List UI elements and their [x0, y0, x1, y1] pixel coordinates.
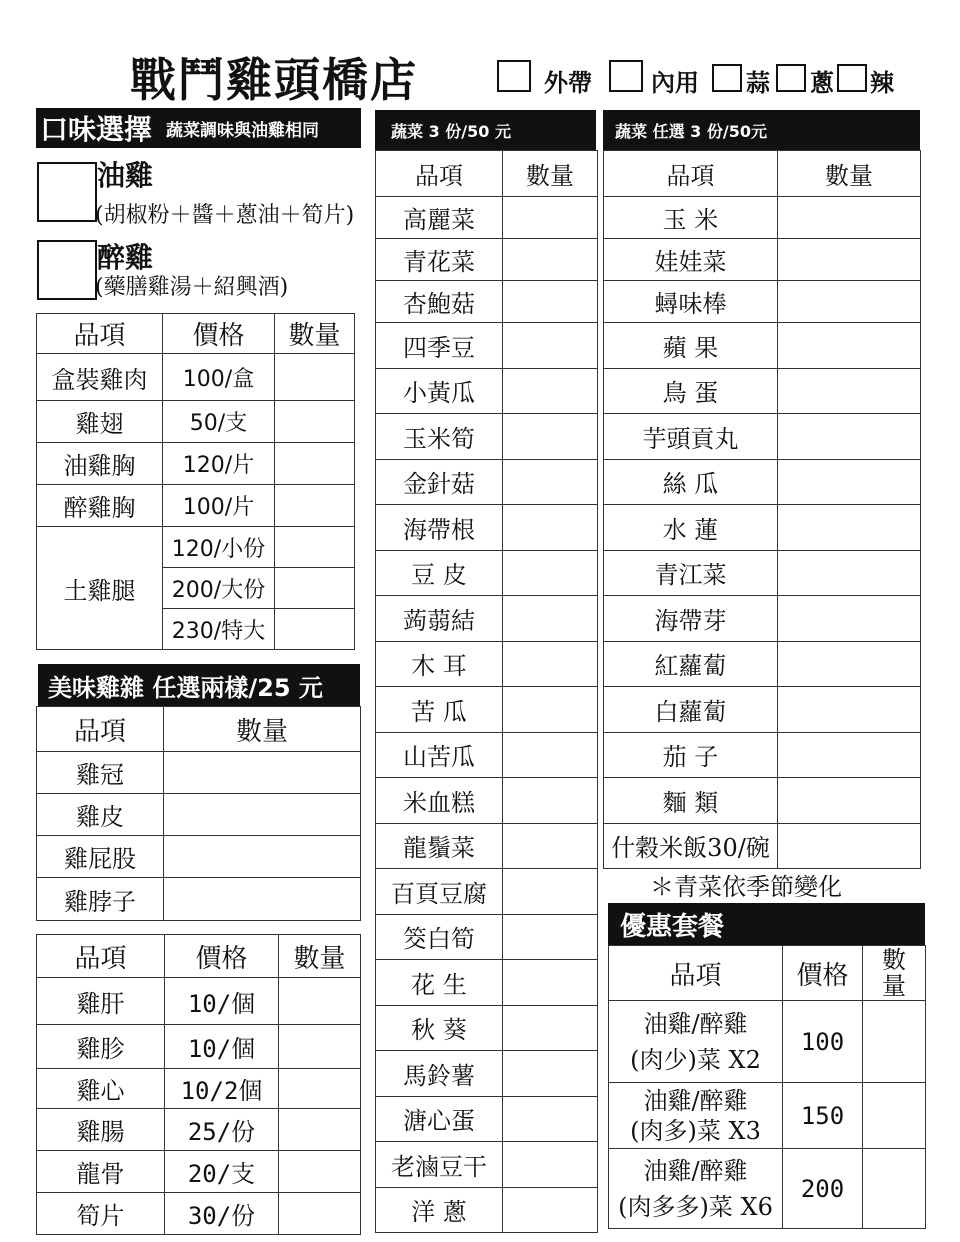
item-price: 50/支	[163, 401, 275, 443]
scallion-checkbox[interactable]	[776, 64, 806, 92]
tasty-header: 美味雞雜 任選兩樣/25 元	[38, 664, 360, 706]
table-row	[604, 368, 921, 414]
tasty-table	[36, 706, 361, 921]
item-name: 山苦瓜	[376, 732, 503, 778]
quantity-cell[interactable]	[503, 960, 598, 1006]
combo-header: 優惠套餐	[608, 903, 925, 945]
item-name: 蟳味棒	[604, 281, 778, 323]
table-row	[609, 1001, 926, 1083]
col-header-qty: 數量	[164, 707, 361, 752]
table-row	[376, 281, 598, 323]
table-row	[37, 354, 355, 401]
quantity-cell[interactable]	[279, 1025, 361, 1069]
item-name: 雞皮	[37, 794, 164, 836]
veg1-table	[375, 150, 598, 1233]
quantity-cell[interactable]	[503, 641, 598, 687]
item-price: 10/個	[165, 978, 279, 1025]
item-name: 筍片	[37, 1193, 165, 1235]
item-name: 老滷豆干	[376, 1142, 503, 1188]
quantity-cell[interactable]	[164, 836, 361, 878]
quantity-cell[interactable]	[778, 778, 921, 824]
item-name: 海帶根	[376, 505, 503, 551]
col-header-price: 價格	[165, 935, 279, 978]
combo-price: 150	[783, 1083, 863, 1149]
item-name: 麵 類	[604, 778, 778, 824]
table-row	[604, 823, 921, 869]
table-row	[376, 1142, 598, 1188]
quantity-cell[interactable]	[503, 687, 598, 733]
quantity-cell[interactable]	[275, 485, 355, 527]
table-row	[37, 978, 361, 1025]
table-row	[376, 505, 598, 551]
table-row	[376, 323, 598, 369]
combo-item	[609, 1001, 783, 1083]
item-price: 100/盒	[163, 354, 275, 401]
garlic-label: 蒜	[746, 69, 770, 97]
quantity-cell[interactable]	[503, 239, 598, 281]
table-row	[604, 459, 921, 505]
table-row	[37, 794, 361, 836]
table-row	[37, 1069, 361, 1109]
table-row	[376, 1051, 598, 1097]
table-row	[604, 778, 921, 824]
shop-title: 戰鬥雞頭橋店	[130, 53, 418, 107]
quantity-cell[interactable]	[778, 687, 921, 733]
table-row	[376, 641, 598, 687]
quantity-cell[interactable]	[863, 1083, 926, 1149]
item-name: 木 耳	[376, 641, 503, 687]
item-price: 30/份	[165, 1193, 279, 1235]
item-name: 金針菇	[376, 459, 503, 505]
item-name: 盒裝雞肉	[37, 354, 163, 401]
quantity-cell[interactable]	[503, 732, 598, 778]
item-name: 龍鬚菜	[376, 823, 503, 869]
quantity-cell[interactable]	[164, 878, 361, 921]
combo-table	[608, 945, 926, 1229]
item-name: 茄 子	[604, 732, 778, 778]
item-name: 油雞胸	[37, 443, 163, 485]
quantity-cell[interactable]	[778, 823, 921, 869]
quantity-cell[interactable]	[778, 505, 921, 551]
col-header-price: 價格	[163, 314, 275, 354]
item-name: 雞冠	[37, 752, 164, 794]
quantity-cell[interactable]	[503, 1142, 598, 1188]
item-name: 雞屁股	[37, 836, 164, 878]
item-name: 杏鮑菇	[376, 281, 503, 323]
combo-price: 200	[783, 1149, 863, 1229]
table-row	[604, 641, 921, 687]
item-name: 雞腸	[37, 1109, 165, 1151]
item-name: 白蘿蔔	[604, 687, 778, 733]
offal-table	[36, 934, 361, 1235]
quantity-cell[interactable]	[275, 354, 355, 401]
quantity-cell[interactable]	[275, 443, 355, 485]
quantity-cell[interactable]	[778, 281, 921, 323]
table-row	[37, 485, 355, 527]
table-row	[376, 550, 598, 596]
quantity-cell[interactable]	[275, 568, 355, 609]
quantity-cell[interactable]	[778, 550, 921, 596]
table-row	[37, 1151, 361, 1193]
quantity-cell[interactable]	[279, 1069, 361, 1109]
col-header-item: 品項	[37, 707, 164, 752]
table-row	[604, 596, 921, 642]
table-row	[376, 197, 598, 239]
quantity-cell[interactable]	[503, 869, 598, 915]
takeout-label: 外帶	[544, 69, 592, 97]
flavor-heading: 口味選擇	[40, 113, 153, 146]
flavor-subheading: 蔬菜調味與油雞相同	[166, 120, 320, 141]
quantity-cell[interactable]	[503, 1096, 598, 1142]
table-row	[376, 778, 598, 824]
table-row	[376, 823, 598, 869]
col-header-qty: 數量	[863, 946, 926, 1001]
drunken-chicken-desc: (藥膳雞湯＋紹興酒)	[95, 275, 289, 300]
quantity-cell[interactable]	[778, 459, 921, 505]
item-name: 青江菜	[604, 550, 778, 596]
table-row	[376, 1005, 598, 1051]
quantity-cell[interactable]	[279, 978, 361, 1025]
item-name: 秋 葵	[376, 1005, 503, 1051]
table-row	[376, 1187, 598, 1233]
table-row	[37, 878, 361, 921]
quantity-cell[interactable]	[778, 414, 921, 460]
table-row	[376, 732, 598, 778]
table-row	[376, 869, 598, 915]
col-header-qty: 數量	[778, 151, 921, 197]
quantity-cell[interactable]	[863, 1149, 926, 1229]
table-row	[604, 197, 921, 239]
table-row	[376, 914, 598, 960]
item-name: 紅蘿蔔	[604, 641, 778, 687]
table-row	[37, 443, 355, 485]
item-name: 玉 米	[604, 197, 778, 239]
item-name: 龍骨	[37, 1151, 165, 1193]
item-name: 雞肝	[37, 978, 165, 1025]
dine-in-checkbox[interactable]	[609, 60, 643, 92]
table-row	[604, 687, 921, 733]
quantity-cell[interactable]	[279, 1109, 361, 1151]
chicken-table	[36, 313, 355, 650]
table-row	[376, 687, 598, 733]
quantity-cell[interactable]	[503, 823, 598, 869]
table-row	[376, 960, 598, 1006]
table-row	[604, 239, 921, 281]
item-name: 雞翅	[37, 401, 163, 443]
combo-item	[609, 1083, 783, 1149]
item-name: 小黃瓜	[376, 368, 503, 414]
table-row	[604, 550, 921, 596]
item-name: 百頁豆腐	[376, 869, 503, 915]
table-row	[376, 368, 598, 414]
veg1-header: 蔬菜 3 份/50 元	[375, 110, 596, 150]
quantity-cell[interactable]	[275, 527, 355, 568]
quantity-cell[interactable]	[778, 197, 921, 239]
table-row	[604, 281, 921, 323]
table-row	[376, 414, 598, 460]
item-name: 什穀米飯30/碗	[604, 823, 778, 869]
garlic-checkbox[interactable]	[712, 64, 742, 92]
drunken-chicken-checkbox[interactable]	[37, 240, 97, 300]
table-row	[37, 1109, 361, 1151]
item-name: 四季豆	[376, 323, 503, 369]
col-header-item: 品項	[37, 314, 163, 354]
item-name: 米血糕	[376, 778, 503, 824]
combo-price: 100	[783, 1001, 863, 1083]
table-row	[37, 752, 361, 794]
quantity-cell[interactable]	[164, 794, 361, 836]
flavor-header	[36, 108, 361, 148]
col-header-item: 品項	[37, 935, 165, 978]
quantity-cell[interactable]	[164, 752, 361, 794]
table-row	[37, 401, 355, 443]
scallion-label: 蔥	[810, 69, 834, 97]
item-name: 絲 瓜	[604, 459, 778, 505]
col-header-item: 品項	[376, 151, 503, 197]
item-name: 豆 皮	[376, 550, 503, 596]
table-row	[376, 239, 598, 281]
quantity-cell[interactable]	[503, 323, 598, 369]
item-name: 娃娃菜	[604, 239, 778, 281]
quantity-cell[interactable]	[778, 368, 921, 414]
item-name: 芋頭貢丸	[604, 414, 778, 460]
quantity-cell[interactable]	[503, 1005, 598, 1051]
item-price: 120/小份	[163, 527, 275, 568]
seasonal-note: ＊青菜依季節變化	[650, 873, 842, 901]
quantity-cell[interactable]	[279, 1193, 361, 1235]
quantity-cell[interactable]	[503, 281, 598, 323]
table-row	[37, 527, 355, 568]
item-price: 20/支	[165, 1151, 279, 1193]
table-row	[37, 836, 361, 878]
col-header-price: 價格	[783, 946, 863, 1001]
item-price: 230/特大	[163, 609, 275, 650]
item-name: 筊白筍	[376, 914, 503, 960]
item-name: 洋 蔥	[376, 1187, 503, 1233]
item-name: 雞脖子	[37, 878, 164, 921]
table-row	[376, 1096, 598, 1142]
takeout-checkbox[interactable]	[497, 60, 531, 92]
item-name: 苦 瓜	[376, 687, 503, 733]
item-price: 10/2個	[165, 1069, 279, 1109]
veg2-table	[603, 150, 921, 869]
combo-item-line2: (肉多)菜 X3	[630, 1116, 761, 1145]
quantity-cell[interactable]	[778, 732, 921, 778]
combo-item	[609, 1149, 783, 1229]
dine-in-label: 內用	[651, 69, 699, 97]
item-name: 雞胗	[37, 1025, 165, 1069]
col-header-item: 品項	[604, 151, 778, 197]
table-row	[376, 596, 598, 642]
item-name: 醉雞胸	[37, 485, 163, 527]
quantity-cell[interactable]	[503, 414, 598, 460]
item-price: 10/個	[165, 1025, 279, 1069]
combo-item-line1: 油雞/醉雞	[643, 1009, 748, 1038]
oil-chicken-desc: (胡椒粉＋醬＋蔥油＋筍片)	[95, 203, 355, 228]
quantity-cell[interactable]	[275, 401, 355, 443]
item-name: 雞心	[37, 1069, 165, 1109]
item-price: 200/大份	[163, 568, 275, 609]
quantity-cell[interactable]	[503, 914, 598, 960]
col-header-qty: 數量	[279, 935, 361, 978]
table-row	[604, 323, 921, 369]
quantity-cell[interactable]	[503, 505, 598, 551]
table-row	[604, 732, 921, 778]
col-header-qty: 數量	[275, 314, 355, 354]
combo-item-line1: 油雞/醉雞	[643, 1086, 748, 1115]
quantity-cell[interactable]	[275, 609, 355, 650]
oil-chicken-checkbox[interactable]	[37, 162, 97, 222]
item-price: 100/片	[163, 485, 275, 527]
col-header-qty: 數量	[503, 151, 598, 197]
item-name: 蘋 果	[604, 323, 778, 369]
item-name: 玉米筍	[376, 414, 503, 460]
quantity-cell[interactable]	[503, 1051, 598, 1097]
oil-chicken-name: 油雞	[97, 159, 154, 192]
table-row	[609, 1083, 926, 1149]
quantity-cell[interactable]	[503, 596, 598, 642]
quantity-cell[interactable]	[778, 641, 921, 687]
item-name: 溏心蛋	[376, 1096, 503, 1142]
item-name: 花 生	[376, 960, 503, 1006]
item-name: 馬鈴薯	[376, 1051, 503, 1097]
table-row	[609, 1149, 926, 1229]
veg2-header: 蔬菜 任選 3 份/50元	[603, 110, 920, 150]
combo-item-line2: (肉多多)菜 X6	[618, 1192, 773, 1221]
table-row	[604, 505, 921, 551]
item-name: 青花菜	[376, 239, 503, 281]
quantity-cell[interactable]	[503, 1187, 598, 1233]
quantity-cell[interactable]	[503, 459, 598, 505]
combo-item-line1: 油雞/醉雞	[643, 1156, 748, 1185]
table-row	[37, 1025, 361, 1069]
quantity-cell[interactable]	[778, 239, 921, 281]
spicy-label: 辣	[870, 69, 894, 97]
item-name: 蒟蒻結	[376, 596, 503, 642]
col-header-item: 品項	[609, 946, 783, 1001]
item-name: 鳥 蛋	[604, 368, 778, 414]
drunken-chicken-name: 醉雞	[97, 241, 154, 274]
spicy-checkbox[interactable]	[837, 64, 867, 92]
quantity-cell[interactable]	[778, 323, 921, 369]
quantity-cell[interactable]	[863, 1001, 926, 1083]
quantity-cell[interactable]	[503, 368, 598, 414]
quantity-cell[interactable]	[778, 596, 921, 642]
quantity-cell[interactable]	[503, 778, 598, 824]
item-price: 120/片	[163, 443, 275, 485]
quantity-cell[interactable]	[503, 197, 598, 239]
table-row	[376, 459, 598, 505]
item-name: 高麗菜	[376, 197, 503, 239]
table-row	[604, 414, 921, 460]
item-name: 水 蓮	[604, 505, 778, 551]
table-row	[37, 1193, 361, 1235]
quantity-cell[interactable]	[503, 550, 598, 596]
item-price: 25/份	[165, 1109, 279, 1151]
item-name: 土雞腿	[37, 527, 163, 650]
item-name: 海帶芽	[604, 596, 778, 642]
quantity-cell[interactable]	[279, 1151, 361, 1193]
combo-item-line2: (肉少)菜 X2	[630, 1045, 761, 1074]
